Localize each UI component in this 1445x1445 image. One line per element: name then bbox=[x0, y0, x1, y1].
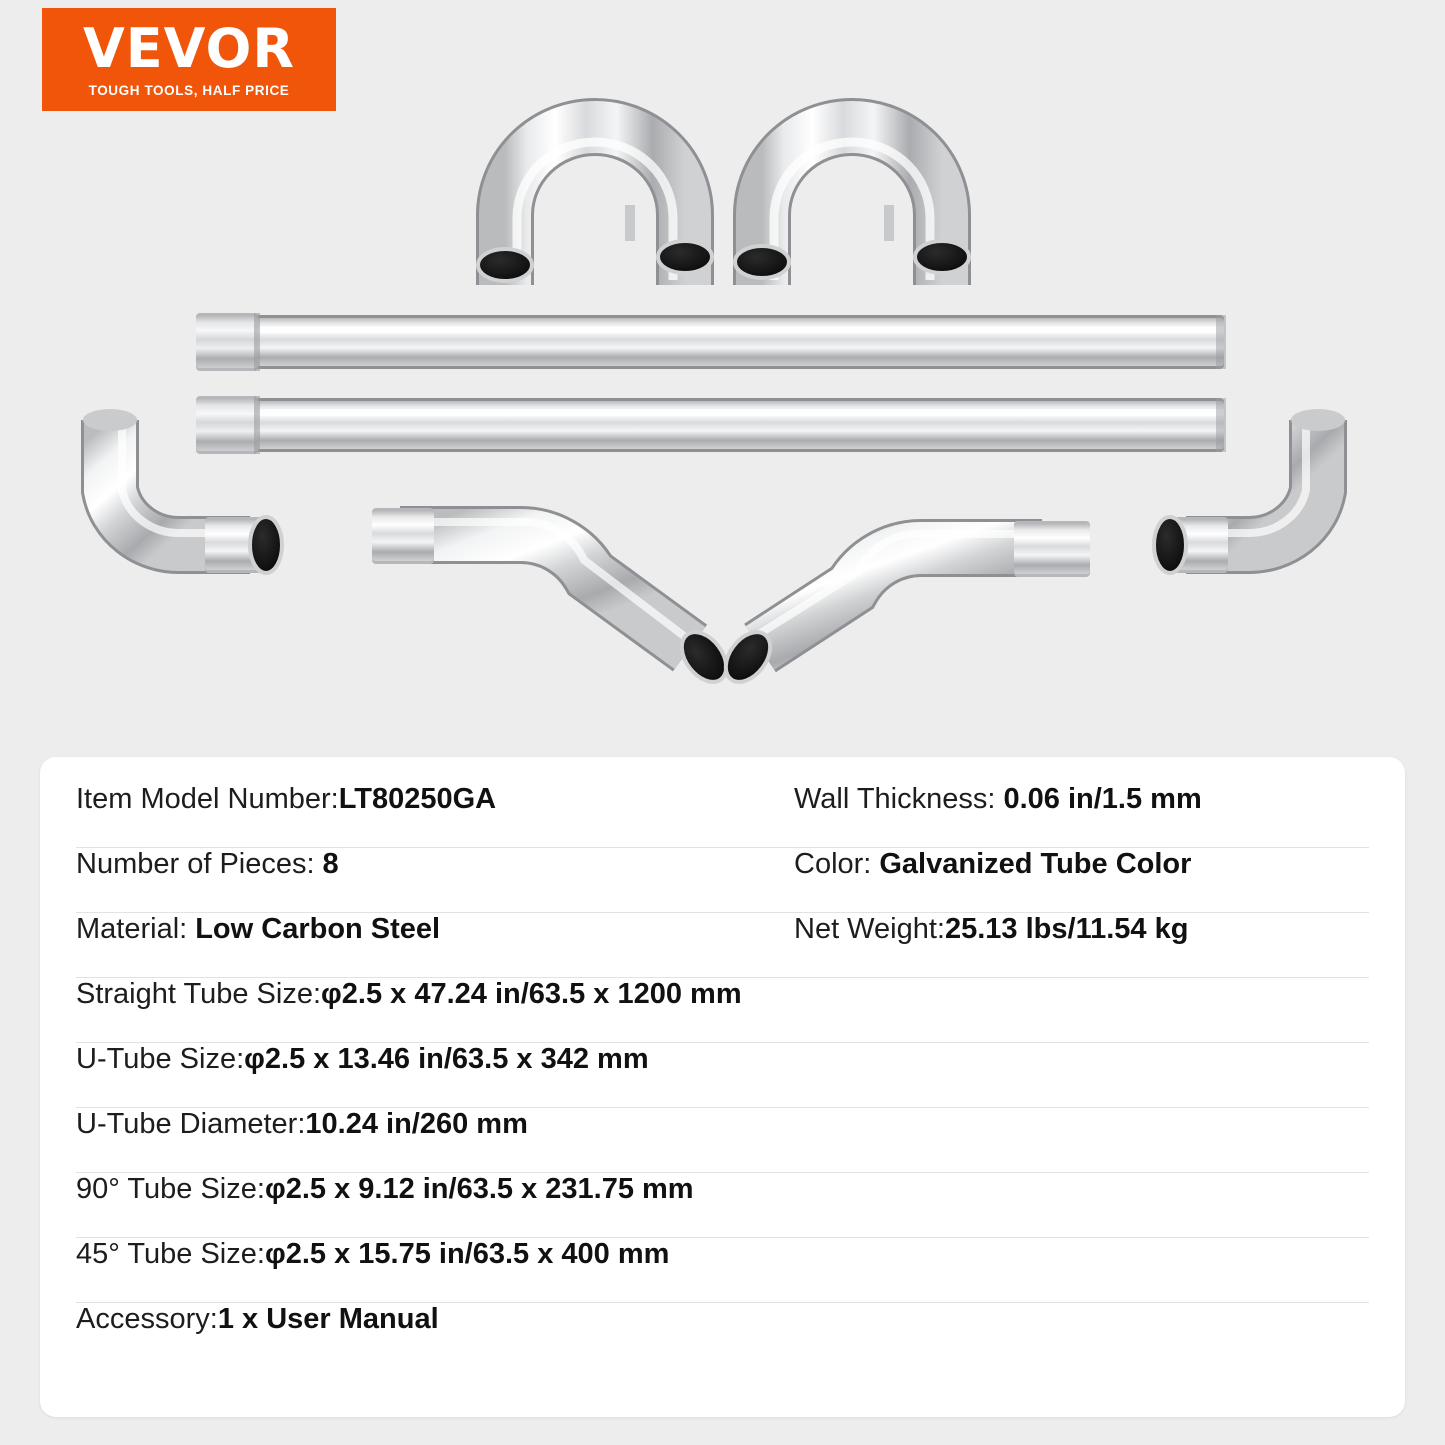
straight-tube-piece-2 bbox=[196, 396, 1226, 454]
vevor-logo bbox=[42, 8, 336, 111]
spec-label: 90° Tube Size: bbox=[76, 1173, 265, 1205]
spec-label: Item Model Number: bbox=[76, 783, 339, 815]
spec-label: Wall Thickness: bbox=[794, 783, 996, 815]
spec-value: φ2.5 x 15.75 in/63.5 x 400 mm bbox=[264, 1238, 670, 1270]
forty-five-degree-bend-right bbox=[717, 521, 1090, 690]
spec-forty-five-degree-tube-size bbox=[76, 1238, 1369, 1271]
spec-label: U-Tube Size: bbox=[76, 1043, 245, 1075]
u-tube-piece-1 bbox=[478, 127, 712, 285]
logo-tagline: TOUGH TOOLS, HALF PRICE bbox=[88, 82, 290, 98]
spec-label: Color: bbox=[794, 848, 872, 880]
straight-tube-piece-1 bbox=[196, 313, 1226, 371]
spec-label: 45° Tube Size: bbox=[76, 1238, 265, 1270]
spec-label: Number of Pieces: bbox=[76, 848, 315, 880]
spec-number-of-pieces bbox=[76, 848, 794, 881]
logo-wordmark: VEVOR bbox=[82, 16, 295, 80]
spec-u-tube-size bbox=[76, 1043, 1369, 1076]
spec-straight-tube-size bbox=[76, 978, 1369, 1011]
spec-u-tube-diameter bbox=[76, 1108, 1369, 1141]
spec-wall-thickness bbox=[794, 783, 1369, 816]
spec-value: φ2.5 x 13.46 in/63.5 x 342 mm bbox=[244, 1043, 649, 1075]
spec-value: φ2.5 x 47.24 in/63.5 x 1200 mm bbox=[321, 978, 742, 1010]
spec-row bbox=[76, 783, 1369, 848]
spec-row bbox=[76, 848, 1369, 913]
spec-row bbox=[76, 1043, 1369, 1108]
spec-material bbox=[76, 913, 794, 946]
spec-row bbox=[76, 1173, 1369, 1238]
spec-label: Net Weight: bbox=[794, 913, 945, 945]
spec-value: LT80250GA bbox=[338, 783, 497, 815]
spec-label: Accessory: bbox=[76, 1303, 218, 1335]
spec-value: 8 bbox=[322, 848, 339, 880]
spec-row bbox=[76, 1238, 1369, 1303]
specifications-card bbox=[40, 757, 1405, 1417]
spec-value: 1 x User Manual bbox=[217, 1303, 439, 1335]
spec-value: Low Carbon Steel bbox=[195, 913, 441, 945]
spec-value: φ2.5 x 9.12 in/63.5 x 231.75 mm bbox=[264, 1173, 694, 1205]
spec-value: 10.24 in/260 mm bbox=[305, 1108, 528, 1140]
spec-row bbox=[76, 1303, 1369, 1368]
spec-label: U-Tube Diameter: bbox=[76, 1108, 306, 1140]
spec-label: Straight Tube Size: bbox=[76, 978, 322, 1010]
spec-value: Galvanized Tube Color bbox=[879, 848, 1192, 880]
spec-color bbox=[794, 848, 1369, 881]
spec-item-model-number bbox=[76, 783, 794, 816]
spec-ninety-degree-tube-size bbox=[76, 1173, 1369, 1206]
spec-accessory bbox=[76, 1303, 1369, 1336]
spec-row bbox=[76, 1108, 1369, 1173]
spec-label: Material: bbox=[76, 913, 188, 945]
spec-value: 0.06 in/1.5 mm bbox=[1003, 783, 1202, 815]
u-tube-piece-2 bbox=[735, 127, 969, 285]
spec-row bbox=[76, 978, 1369, 1043]
spec-row bbox=[76, 913, 1369, 978]
spec-net-weight bbox=[794, 913, 1369, 946]
spec-value: 25.13 lbs/11.54 kg bbox=[944, 913, 1189, 945]
forty-five-degree-bend-left bbox=[372, 508, 735, 690]
specifications-list bbox=[40, 757, 1405, 1368]
